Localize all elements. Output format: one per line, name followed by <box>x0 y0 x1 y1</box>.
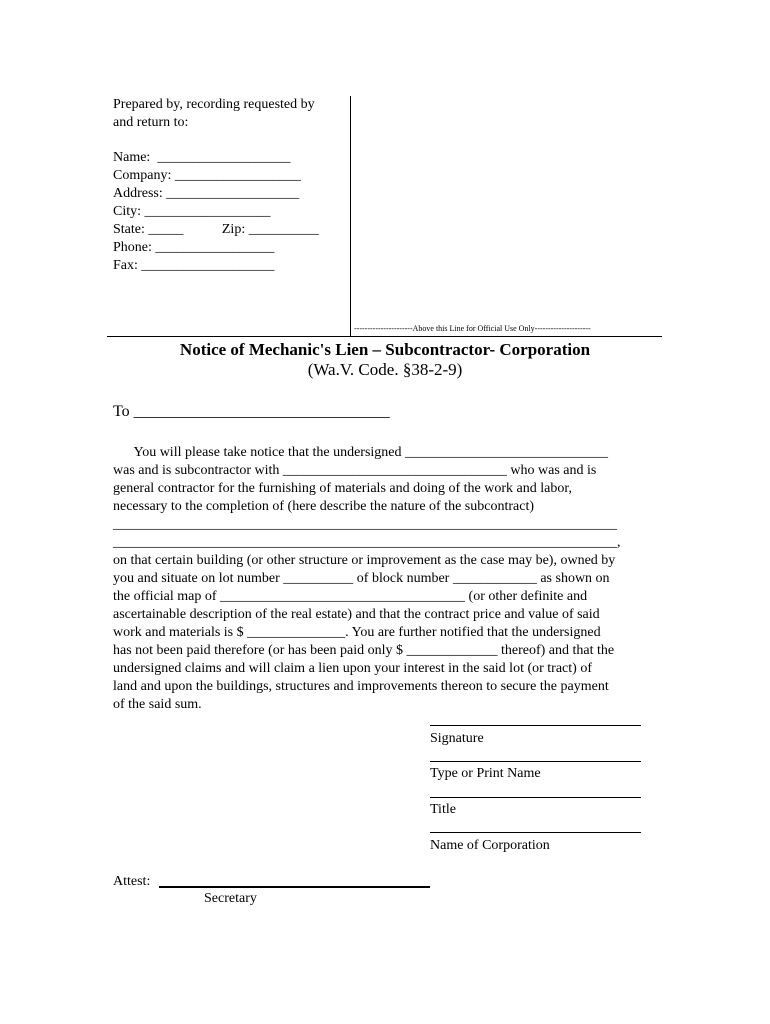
signature-line[interactable] <box>430 725 641 726</box>
body-line: has not been paid therefore (or has been paid only $ _____________ thereof) and that the <box>113 643 615 658</box>
attest-label: Attest: <box>113 874 151 889</box>
to-field[interactable]: To ________________________________ <box>113 403 390 420</box>
official-use-line: ----------------------Above this Line for Official Use Only--------------------- <box>354 324 591 333</box>
subcontract-description-line[interactable]: ________________________________________________________________________ <box>113 517 617 532</box>
document-subtitle: (Wa.V. Code. §38-2-9) <box>307 360 463 379</box>
body-line: on that certain building (or other structure or improvement as the case may be), owned by <box>113 553 616 568</box>
title-label: Title <box>430 802 456 817</box>
city-field[interactable]: City: __________________ <box>113 204 271 219</box>
print-name-line[interactable] <box>430 761 641 762</box>
body-line: was and is subcontractor with ________________________________ who was and is <box>113 463 597 478</box>
body-line: land and upon the buildings, structures and improvements thereon to secure the payment <box>113 679 609 694</box>
prepared-by-line2: and return to: <box>113 115 189 130</box>
body-line: work and materials is $ ______________. You are further notified that the undersigned <box>113 625 601 640</box>
fax-field[interactable]: Fax: ___________________ <box>113 258 275 273</box>
signature-label: Signature <box>430 731 484 746</box>
body-line: necessary to the completion of (here describe the nature of the subcontract) <box>113 499 534 514</box>
body-line: general contractor for the furnishing of materials and doing of the work and labor, <box>113 481 572 496</box>
title-line[interactable] <box>430 797 641 798</box>
state-zip-field[interactable]: State: _____ Zip: __________ <box>113 222 319 237</box>
attest-line[interactable] <box>159 886 430 888</box>
body-line: undersigned claims and will claim a lien upon your interest in the said lot (or tract) of <box>113 661 592 676</box>
body-line: ascertainable description of the real estate) and that the contract price and value of said <box>113 607 600 622</box>
document-title: Notice of Mechanic's Lien – Subcontractor- Corporation <box>179 340 591 359</box>
recording-divider <box>350 96 351 336</box>
prepared-by-line1: Prepared by, recording requested by <box>113 97 315 112</box>
body-line: of the said sum. <box>113 697 202 712</box>
official-use-rule <box>107 336 662 337</box>
name-field[interactable]: Name: ___________________ <box>113 150 291 165</box>
body-line: the official map of ___________________________________ (or other definite and <box>113 589 588 604</box>
subcontract-description-line[interactable]: ________________________________________________________________________, <box>113 535 621 550</box>
company-field[interactable]: Company: __________________ <box>113 168 301 183</box>
body-line: You will please take notice that the undersigned _____________________________ <box>113 445 608 460</box>
address-field[interactable]: Address: ___________________ <box>113 186 300 201</box>
corporation-name-label: Name of Corporation <box>430 838 550 853</box>
corporation-name-line[interactable] <box>430 832 641 833</box>
print-name-label: Type or Print Name <box>430 766 541 781</box>
body-line: you and situate on lot number __________ of block number ____________ as shown on <box>113 571 610 586</box>
secretary-label: Secretary <box>204 891 257 906</box>
phone-field[interactable]: Phone: _________________ <box>113 240 275 255</box>
